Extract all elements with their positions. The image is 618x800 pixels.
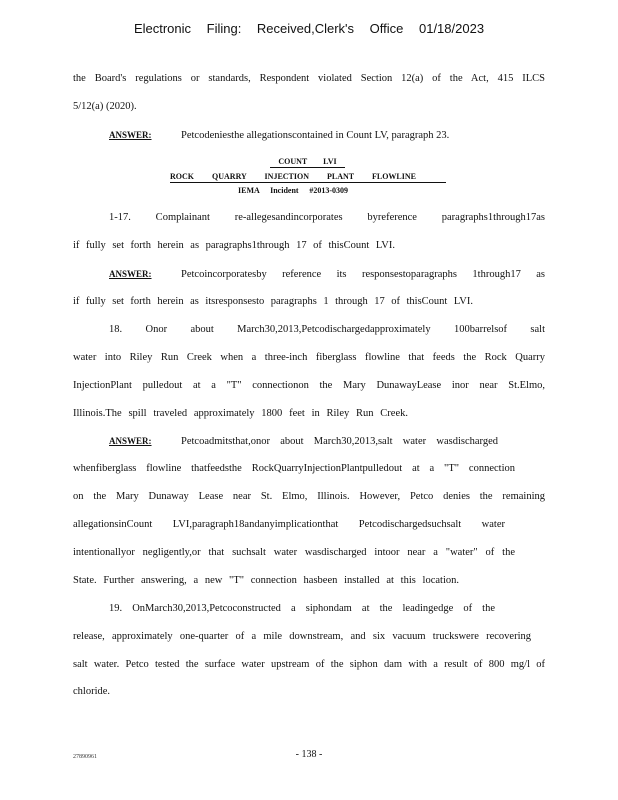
answer-label: ANSWER: [109, 436, 152, 446]
page-number: - 138 - [295, 749, 323, 760]
answer-paragraph [109, 434, 498, 449]
answer-text: Petcoadmitsthat,onor about March30,2013,salt water wasdischarged [181, 436, 498, 447]
document-id: 27890961 [73, 754, 97, 760]
text-line: State. Further answering, a new "T" connection hasbeen installed at this location. [73, 575, 459, 586]
text-line: whenfiberglass flowline thatfeedsthe RockQuarryInjectionPlantpulledout at a "T" connection [73, 463, 515, 474]
answer-label: ANSWER: [109, 130, 152, 140]
count-subtitle: ROCK QUARRY INJECTION PLANT FLOWLINE [170, 172, 416, 181]
text-line: 1-17. Complainant re-allegesandincorporates byreference paragraphs1through17as [109, 212, 545, 223]
text-line: Illinois.The spill traveled approximately 1800 feet in Riley Run Creek. [73, 408, 408, 419]
text-line: the Board's regulations or standards, Respondent violated Section 12(a) of the Act, 415 ILCS [73, 73, 545, 84]
text-line: InjectionPlant pulledout at a "T" connectionon the Mary DunawayLease inor near St.Elmo, [73, 380, 545, 391]
text-line: if fully set forth herein as itsresponsesto paragraphs 1 through 17 of thisCount LVI. [73, 296, 473, 307]
text-line: 19. OnMarch30,2013,Petcoconstructed a siphondam at the leadingedge of the [109, 603, 495, 614]
heading-underline [170, 182, 446, 183]
text-line: salt water. Petco tested the surface water upstream of the siphon dam with a result of 800 mg/l of [73, 659, 545, 670]
answer-label: ANSWER: [109, 269, 152, 279]
text-line: on the Mary Dunaway Lease near St. Elmo, Illinois. However, Petco denies the remaining [73, 491, 545, 502]
text-line: chloride. [73, 686, 111, 697]
text-line: intentionallyor negligently,or that suchsalt water wasdischarged intoor near a "water" of the [73, 547, 515, 558]
answer-text: Petcoincorporatesby reference its responsestoparagraphs 1through17 as [181, 269, 545, 280]
answer-text: Petcodeniesthe allegationscontained in Count LV, paragraph 23. [181, 130, 450, 141]
text-line: allegationsinCount LVI,paragraph18andanyimplicationthat Petcodischargedsuchsalt water [73, 519, 505, 530]
text-line: release, approximately one-quarter of a mile downstream, and six vacuum truckswere recovering [73, 631, 531, 642]
text-line: if fully set forth herein as paragraphs1through 17 of thisCount LVI. [73, 240, 395, 251]
text-line: water into Riley Run Creek when a three-inch fiberglass flowline that feeds the Rock Quarry [73, 352, 545, 363]
heading-underline [270, 167, 345, 168]
text-line: 5/12(a) (2020). [73, 101, 137, 112]
count-incident: IEMA Incident #2013-0309 [238, 186, 348, 195]
answer-paragraph [109, 128, 545, 143]
text-line: 18. Onor about March30,2013,Petcodischargedapproximately 100barrelsof salt [109, 324, 545, 335]
count-title: COUNT LVI [278, 157, 337, 166]
filing-stamp: Electronic Filing: Received,Clerk's Office 01/18/2023 [133, 21, 485, 36]
answer-paragraph [109, 267, 545, 282]
